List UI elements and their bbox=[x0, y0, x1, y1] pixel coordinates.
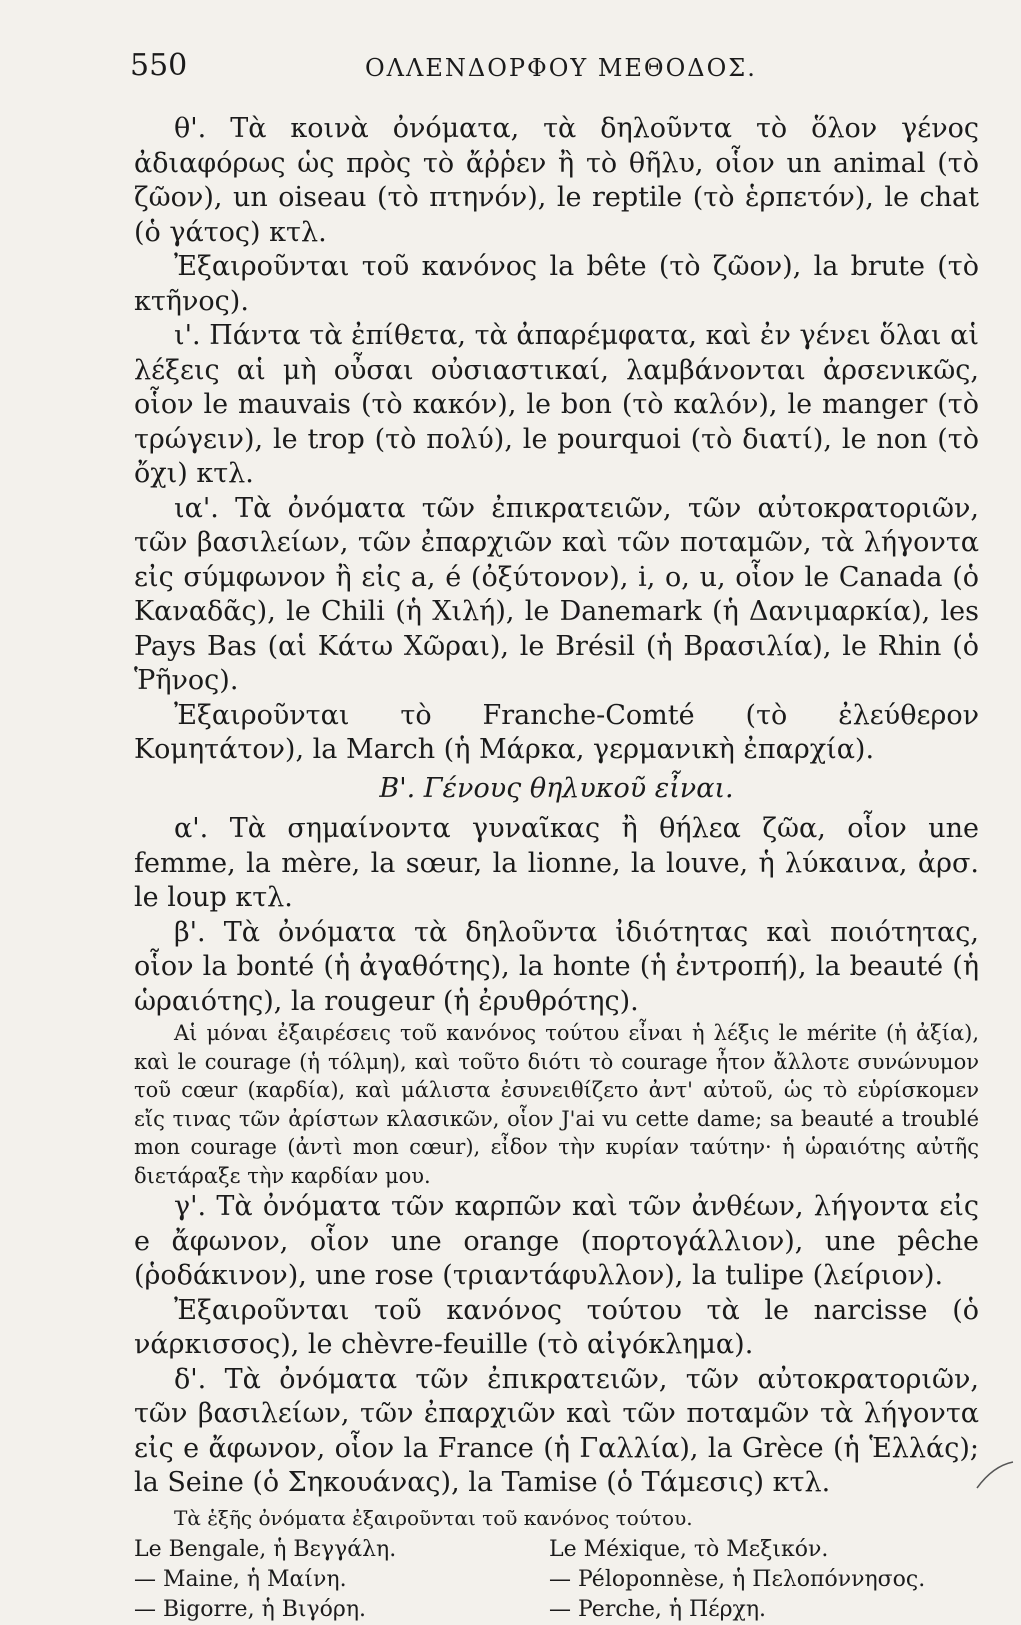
section-heading: Β'. Γένους θηλυκοῦ εἶναι. bbox=[379, 772, 734, 804]
paragraph: ι'. Πάντα τὰ ἐπίθετα, τὰ ἀπαρέμφατα, καὶ ἐν γένει ὅλαι αἱ λέξεις αἱ μὴ οὖσαι οὐσιαστικαί, λαμβάνονται ἀρσενικῶς, οἷον le mauvais (τὸ κακόν), le bon (τὸ καλόν), le manger (τὸ τρώγειν), le trop (τὸ πολύ), le pourquoi (τὸ διατί), le non (τὸ ὄχι) κτλ. bbox=[134, 320, 979, 489]
exception-item: — Perche, ἡ Πέρχη. bbox=[549, 1596, 767, 1622]
exception-item: — Maine, ἡ Μαίνη. bbox=[134, 1566, 347, 1592]
page-header bbox=[130, 48, 980, 98]
paragraph: α'. Τὰ σημαίνοντα γυναῖκας ἢ θήλεα ζῶα, οἷον une femme, la mère, la sœur, la lionne, la louve, ἡ λύκαινα, ἀρσ. le loup κτλ. bbox=[134, 813, 979, 913]
paragraph: Ἐξαιροῦνται τὸ Franche-Comté (τὸ ἐλεύθερον Κομητάτον), la March (ἡ Μάρκα, γερμανικὴ ἐπαρχία). bbox=[134, 699, 979, 765]
exception-item: Le Méxique, τὸ Μεξικόν. bbox=[549, 1536, 829, 1562]
footnote-paragraph: Αἱ μόναι ἐξαιρέσεις τοῦ κανόνος τούτου εἶναι ἡ λέξις le mérite (ἡ ἀξία), καὶ le courage (ἡ τόλμη), καὶ τοῦτο διότι τὸ courage ἦτον ἄλλοτε συνώνυμον τοῦ cœur (καρδία), καὶ μάλιστα ἐσυνειθίζετο ἀντ' αὐτοῦ, ὡς τὸ εὑρίσκομεν εἴς τινας τῶν ἀρίστων κλασικῶν, οἷον J'ai vu cette dame; sa beauté a troublé mon courage (ἀντὶ mon cœur), εἶδον τὴν κυρίαν ταύτην· ἡ ὡραιότης αὐτῆς διετάραξε τὴν καρδίαν μου. bbox=[134, 1021, 979, 1188]
paragraph: Ἐξαιροῦνται τοῦ κανόνος τούτου τὰ le narcisse (ὁ νάρκισσος), le chèvre-feuille (τὸ αἰγόκλημα). bbox=[134, 1294, 979, 1360]
main-text bbox=[134, 112, 979, 1625]
page-number: 550 bbox=[130, 48, 188, 83]
paragraph: ια'. Τὰ ὀνόματα τῶν ἐπικρατειῶν, τῶν αὐτοκρατοριῶν, τῶν βασιλείων, τῶν ἐπαρχιῶν καὶ τῶν ποταμῶν, τὰ λήγοντα εἰς σύμφωνον ἢ εἰς a, é (ὀξύτονον), i, o, u, οἷον le Canada (ὁ Καναδᾶς), le Chili (ἡ Χιλή), le Danemark (ἡ Δανιμαρκία), les Pays Bas (αἱ Κάτω Χῶραι), le Brésil (ἡ Βρασιλία), le Rhin (ὁ Ῥῆνος). bbox=[134, 492, 979, 696]
paragraph: β'. Τὰ ὀνόματα τὰ δηλοῦντα ἰδιότητας καὶ ποιότητας, οἷον la bonté (ἡ ἀγαθότης), la honte (ἡ ἐντροπή), la beauté (ἡ ὡραιότης), la rougeur (ἡ ἐρυθρότης). bbox=[134, 916, 979, 1017]
paragraph: Ἐξαιροῦνται τοῦ κανόνος la bête (τὸ ζῶον), la brute (τὸ κτῆνος). bbox=[134, 251, 979, 317]
page-corner-mark bbox=[975, 1460, 1015, 1490]
paragraph: δ'. Τὰ ὀνόματα τῶν ἐπικρατειῶν, τῶν αὐτοκρατοριῶν, τῶν βασιλείων, τῶν ἐπαρχιῶν καὶ τῶν ποταμῶν τὰ λήγοντα εἰς e ἄφωνον, οἷον la France (ἡ Γαλλία), la Grèce (ἡ Ἑλλάς); la Seine (ὁ Σηκουάνας), la Tamise (ὁ Τάμεσις) κτλ. bbox=[134, 1363, 979, 1498]
paragraph: γ'. Τὰ ὀνόματα τῶν καρπῶν καὶ τῶν ἀνθέων, λήγοντα εἰς e ἄφωνον, οἷον une orange (πορτογάλλιον), une pêche (ῥοδάκινον), une rose (τριαντάφυλλον), la tulipe (λείριον). bbox=[134, 1191, 979, 1291]
paragraph: θ'. Τὰ κοινὰ ὀνόματα, τὰ δηλοῦντα τὸ ὅλον γένος ἀδιαφόρως ὡς πρὸς τὸ ἄῤῥεν ἢ τὸ θῆλυ, οἷον un animal (τὸ ζῶον), un oiseau (τὸ πτηνόν), le reptile (τὸ ἑρπετόν), le chat (ὁ γάτος) κτλ. bbox=[134, 113, 979, 248]
exception-item: Le Bengale, ἡ Βεγγάλη. bbox=[134, 1536, 397, 1562]
running-title: ΟΛΛΕΝΔΟΡΦΟΥ ΜΕΘΟΔΟΣ. bbox=[365, 54, 757, 82]
exception-item: — Bigorre, ἡ Βιγόρη. bbox=[134, 1596, 367, 1622]
exceptions-heading: Τὰ ἑξῆς ὀνόματα ἐξαιροῦνται τοῦ κανόνος τούτου. bbox=[174, 1505, 693, 1530]
exceptions-list bbox=[134, 1535, 979, 1625]
exception-item: — Péloponnèse, ἡ Πελοπόννησος. bbox=[549, 1566, 926, 1592]
